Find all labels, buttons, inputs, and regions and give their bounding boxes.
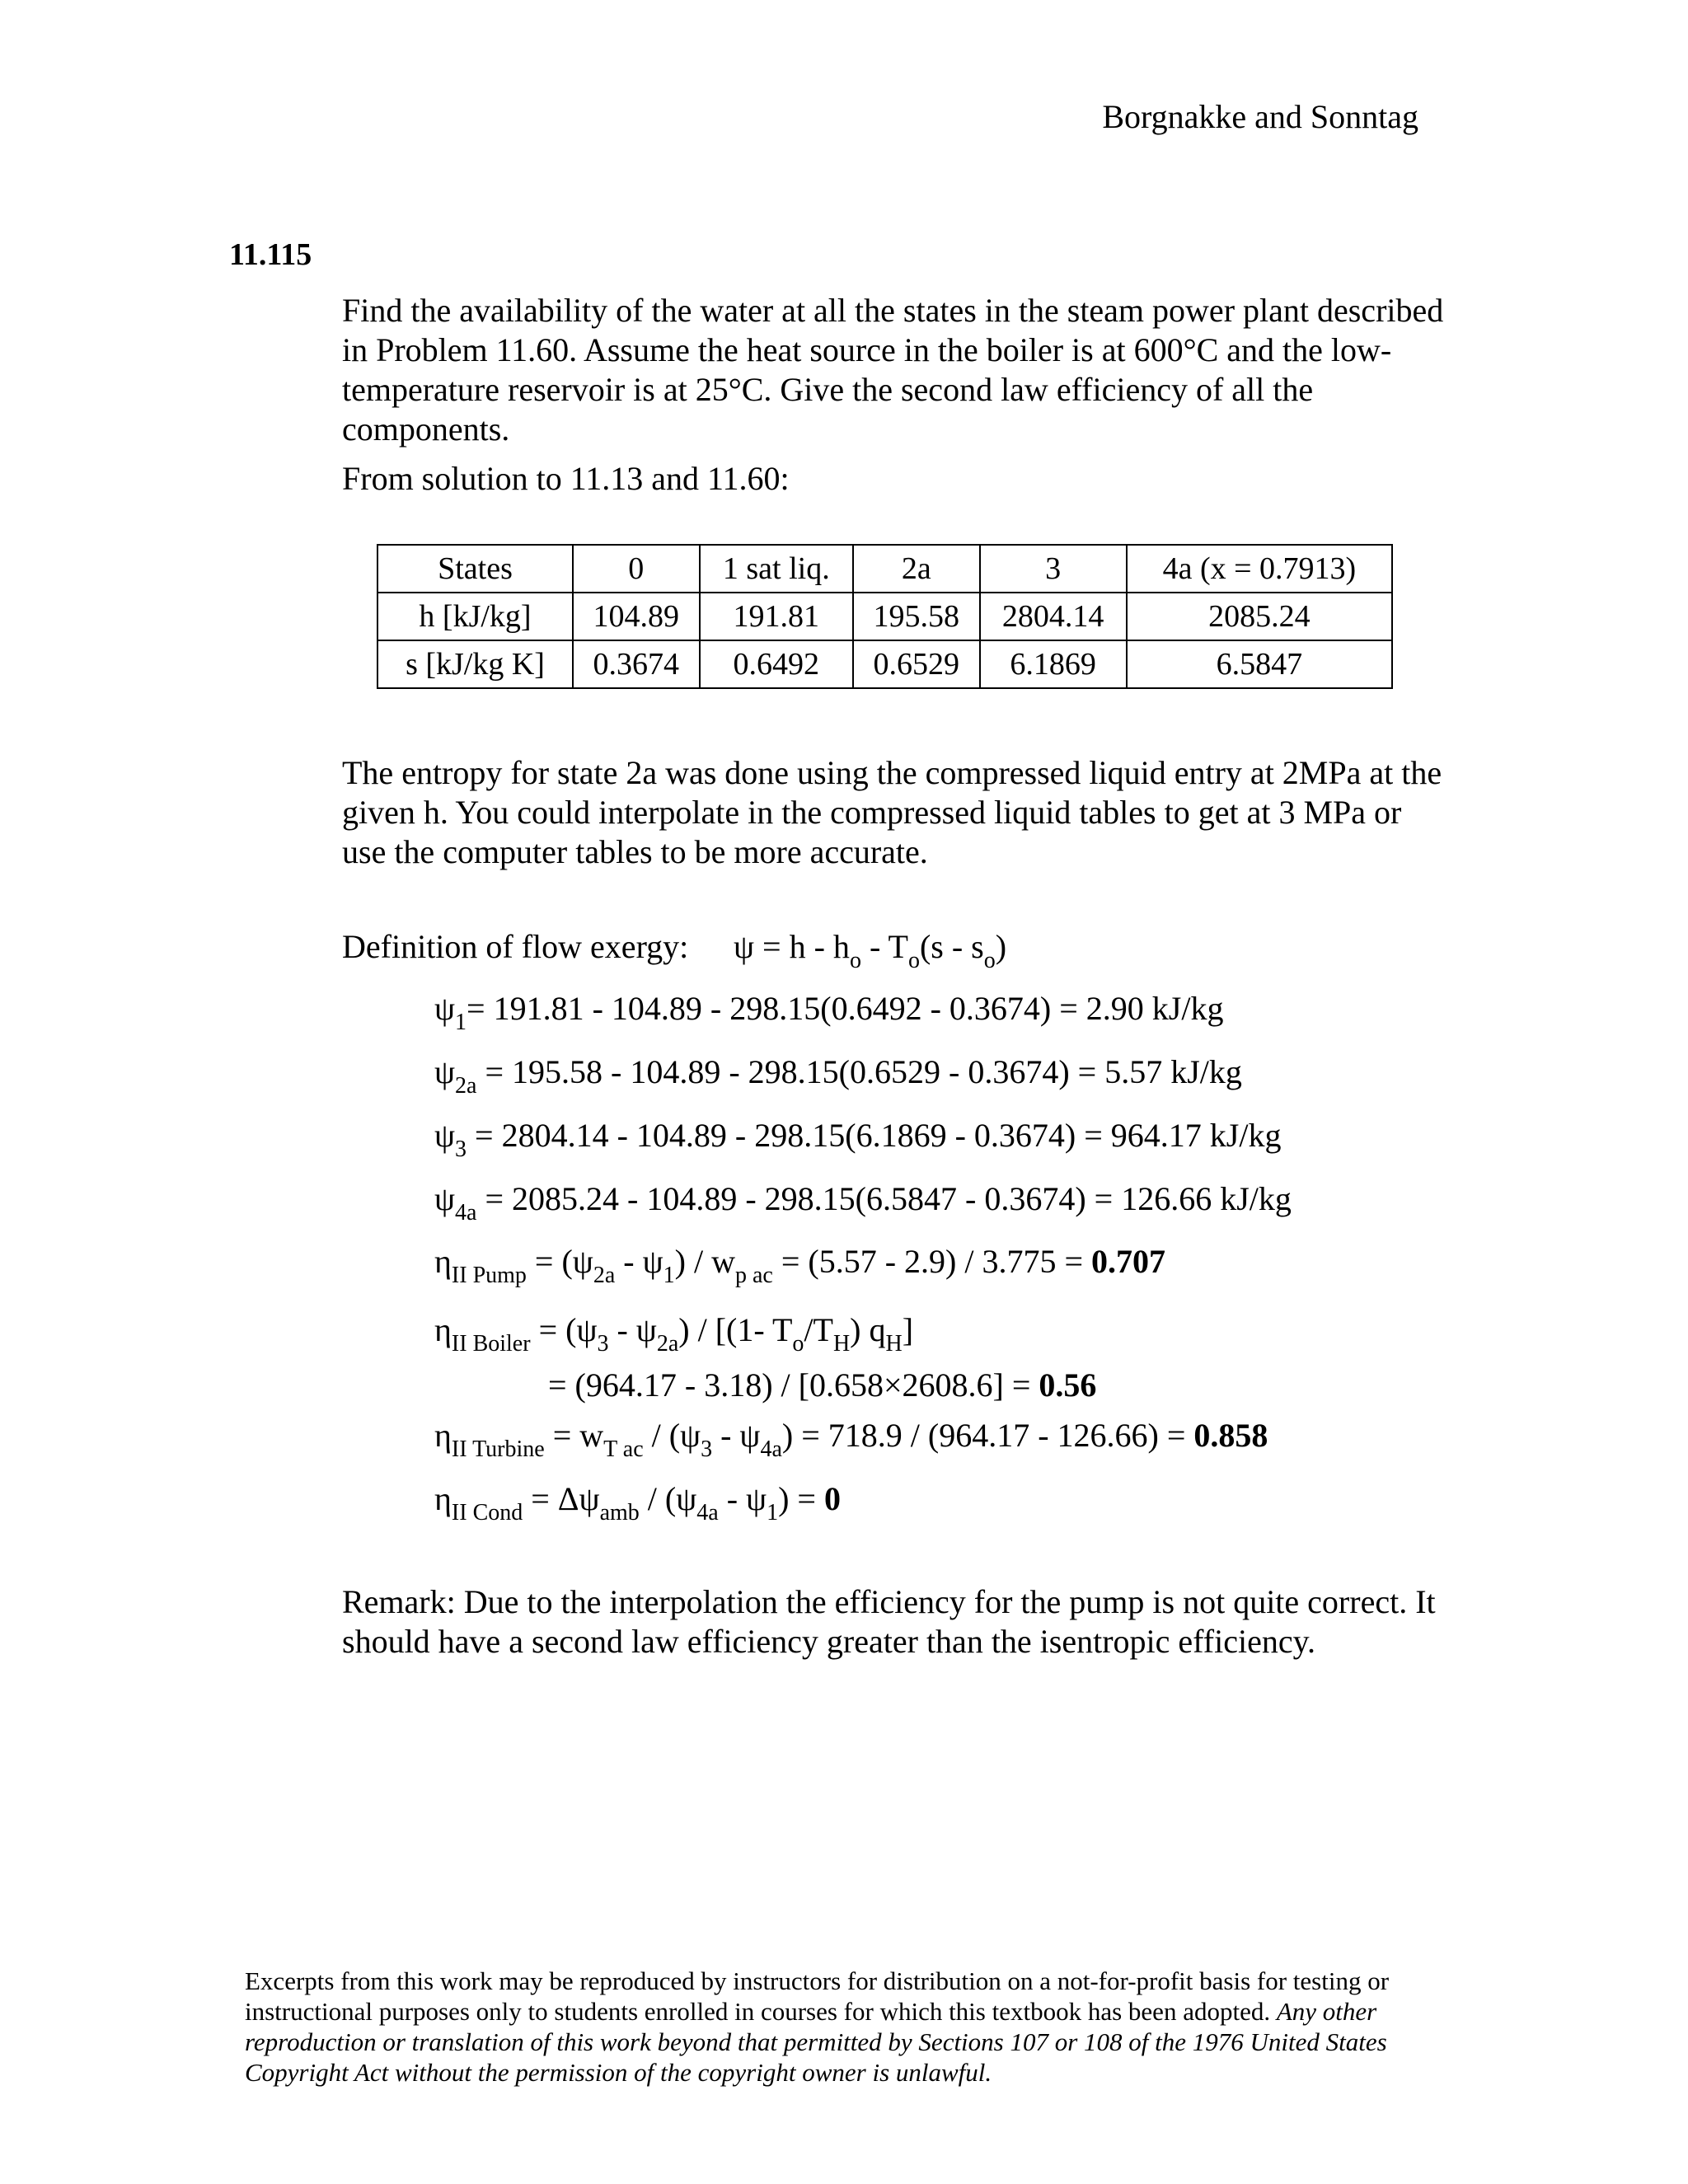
psi1-equation: $\psi_1= 191.81 - 104.89 - 298.15(0.6492 - 0.3674) = 2.90$ kJ/kg bbox=[434, 990, 1224, 1035]
remark: Remark: Due to the interpolation the efficiency for the pump is not quite correct. It should have a second law efficiency greater than the isentropic efficiency. bbox=[342, 1583, 1436, 1660]
table-cell: 191.81 bbox=[700, 593, 853, 640]
table-cell: 2085.24 bbox=[1127, 593, 1392, 640]
table-cell: 0.6492 bbox=[700, 640, 853, 688]
condenser-efficiency-equation: $\eta_{II Cond} = \Delta\psi_{amb} / (\psi_{4a} - \psi_1) = 0$ bbox=[434, 1480, 841, 1526]
pump-efficiency-equation: $\eta_{II Pump} = (\psi_{2a} - \psi_1) / w_{p ac} = (5.57 - 2.9) / 3.775 = 0.707$ bbox=[434, 1243, 1166, 1288]
pump-efficiency-result: 0.707 bbox=[1091, 1243, 1166, 1280]
entropy-note: The entropy for state 2a was done using the compressed liquid entry at 2MPa at the given h. You could interpolate in the compressed liquid tables to get at 3 MPa or use the computer tables to be more accurate. bbox=[342, 754, 1442, 870]
table-row bbox=[377, 593, 1392, 640]
page-header: Borgnakke and Sonntag bbox=[1102, 98, 1418, 135]
flow-exergy-definition: $\psi = h - h_o - T_o(s - s_o)$ bbox=[734, 928, 1007, 973]
boiler-efficiency-calculation: = (964.17 - 3.18) / [0.658×2608.6] = 0.56 bbox=[548, 1366, 1097, 1404]
table-cell: s [kJ/kg K] bbox=[377, 640, 573, 688]
table-header-cell: 1 sat liq. bbox=[700, 545, 853, 593]
table-header-cell: 0 bbox=[573, 545, 700, 593]
table-cell: 0.3674 bbox=[573, 640, 700, 688]
boiler-efficiency-result: 0.56 bbox=[1039, 1366, 1097, 1404]
turbine-efficiency-equation: $\eta_{II Turbine} = w_{T ac} / (\psi_3 - \psi_{4a}) = 718.9 / (964.17 - 126.66) = 0.858$ bbox=[434, 1417, 1268, 1462]
problem-statement: Find the availability of the water at all the states in the steam power plant described in Problem 11.60. Assume the heat source in the boiler is at 600°C and the low-temperature reservoir is at 25°C. Give the second law efficiency of all the components. bbox=[342, 292, 1444, 448]
table-header-cell: 2a bbox=[853, 545, 980, 593]
table-header-row bbox=[377, 545, 1392, 593]
table-cell: 0.6529 bbox=[853, 640, 980, 688]
table-cell: 6.1869 bbox=[980, 640, 1127, 688]
psi2a-equation: $\psi_{2a} = 195.58 - 104.89 - 298.15(0.6529 - 0.3674) = 5.57$ kJ/kg bbox=[434, 1053, 1242, 1099]
table-row bbox=[377, 640, 1392, 688]
turbine-efficiency-result: 0.858 bbox=[1193, 1417, 1268, 1454]
boiler-efficiency-equation: $\eta_{II Boiler} = (\psi_3 - \psi_{2a}) / [(1-$ $T_o/T_H$) $q_H$] bbox=[434, 1311, 914, 1357]
table-cell: 6.5847 bbox=[1127, 640, 1392, 688]
table-header-cell: States bbox=[377, 545, 573, 593]
copyright-footer: Excerpts from this work may be reproduced by instructors for distribution on a not-for-profit basis for testing or instructional purposes only to students enrolled in courses for which this textbook has been adopted. Any other reproduction or translation of this work beyond that permitted by Sections 107 or 108 of the 1976 United States Copyright Act without the permission of the copyright owner is unlawful. bbox=[245, 1966, 1390, 2087]
psi4a-equation: $\psi_{4a} = 2085.24 - 104.89 - 298.15(6.5847 - 0.3674) = 126.66$ kJ/kg bbox=[434, 1180, 1292, 1226]
state-properties-table bbox=[377, 544, 1393, 689]
table-cell: 104.89 bbox=[573, 593, 700, 640]
table-cell: 2804.14 bbox=[980, 593, 1127, 640]
definition-label: Definition of flow exergy: bbox=[342, 928, 689, 965]
table-header-cell: 4a (x = 0.7913) bbox=[1127, 545, 1392, 593]
problem-number: 11.115 bbox=[229, 237, 312, 272]
psi3-equation: $\psi_3 = 2804.14 - 104.89 - 298.15(6.1869 - 0.3674) = 964.17$ kJ/kg bbox=[434, 1117, 1282, 1162]
condenser-efficiency-result: 0 bbox=[823, 1480, 841, 1517]
solution-source: From solution to 11.13 and 11.60: bbox=[342, 460, 790, 497]
table-header-cell: 3 bbox=[980, 545, 1127, 593]
table-cell: 195.58 bbox=[853, 593, 980, 640]
table-cell: h [kJ/kg] bbox=[377, 593, 573, 640]
